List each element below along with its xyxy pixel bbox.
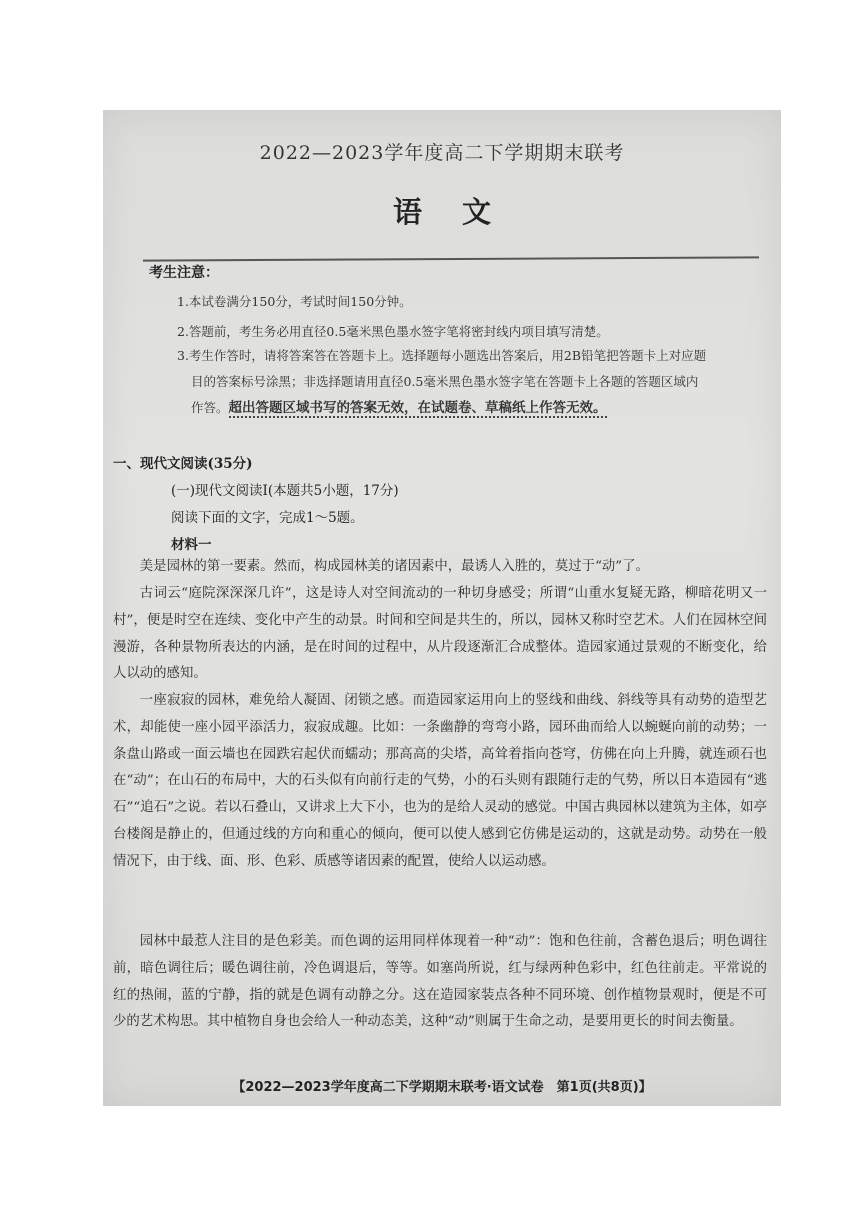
page-footer: 【2022—2023学年度高二下学期期末联考·语文试卷 第1页(共8页)】 <box>232 1080 652 1095</box>
exam-title: 2022—2023学年度高二下学期期末联考 <box>259 142 625 164</box>
paragraph-4: 园林中最惹人注目的是色彩美。而色调的运用同样体现着一种“动”：饱和色往前，含蓄色退后；明色调往前，暗色调往后；暖色调往前，冷色调退后，等等。如塞尚所说，红与绿两种色彩中，红色往前走。平常说的红的热闹，蓝的宁静，指的就是色调有动静之分。这在造园家装点各种不同环境、创作植物景观时，便是不可少的艺术构思。其中植物自身也会给人一种动态美，这种“动”则属于生命之动，是要用更长的时间去衡量。 <box>113 934 767 1030</box>
notice-title: 考生注意： <box>149 265 219 281</box>
exam-page-photo <box>103 110 781 1106</box>
paragraph-1: 美是园林的第一要素。然而，构成园林美的诸因素中，最诱人入胜的，莫过于“动”了。 <box>139 559 649 574</box>
reading-instruction: 阅读下面的文字，完成1～5题。 <box>171 510 364 526</box>
paragraph-3: 一座寂寂的园林，难免给人凝固、闭锁之感。而造园家运用向上的竖线和曲线、斜线等具有动势的造型艺术，却能使一座小园平添活力，寂寂成趣。比如：一条幽静的弯弯小路，园环曲而给人以蜿蜒向前的动势；一条盘山路或一面云墙也在园跌宕起伏而蠕动；那高高的尖塔，高耸着指向苍穹，仿佛在向上升腾，就连顽石也在“动”；在山石的布局中，大的石头似有向前行走的气势，小的石头则有跟随行走的气势，所以日本造园有“逃石”“追石”之说。若以石叠山，又讲求上大下小，也为的是给人灵动的感觉。中国古典园林以建筑为主体，如亭台楼阁是静止的，但通过线的方向和重心的倾向，便可以使人感到它仿佛是运动的，这就是动势。动势在一般情况下，由于线、面、形、色彩、质感等诸因素的配置，使给人以运动感。 <box>113 693 767 869</box>
header-divider <box>143 256 759 261</box>
notice-item-2: 2.答题前，考生务必用直径0.5毫米黑色墨水签字笔将密封线内项目填写清楚。 <box>177 324 609 339</box>
notice-item-3-prefix: 作答。 <box>191 400 229 415</box>
material-label: 材料一 <box>171 537 212 553</box>
notice-warning: 超出答题区域书写的答案无效，在试题卷、草稿纸上作答无效。 <box>228 400 607 416</box>
notice-item-3-line-1: 3.考生作答时，请将答案答在答题卡上。选择题每小题选出答案后，用2B铅笔把答题卡上对应题 <box>177 348 707 363</box>
notice-item-3-line-3 <box>177 395 761 421</box>
notice-item-1: 1.本试卷满分150分，考试时间150分钟。 <box>177 294 412 309</box>
section-heading: 一、现代文阅读(35分) <box>113 456 253 472</box>
subject-title: 语文 <box>392 195 531 229</box>
notice-item-3 <box>177 343 761 421</box>
notice-item-3-line-2: 目的答案标号涂黑；非选择题请用直径0.5毫米黑色墨水签字笔在答题卡上各题的答题区域内 <box>191 374 699 389</box>
paragraph-2: 古词云“庭院深深深几许”，这是诗人对空间流动的一种切身感受；所谓“山重水复疑无路，柳暗花明又一村”，便是时空在连续、变化中产生的动景。时间和空间是共生的，所以，园林又称时空艺术。人们在园林空间漫游，各种景物所表达的内涵，是在时间的过程中，从片段逐渐汇合成整体。造园家通过景观的不断变化，给人以动的感知。 <box>113 586 767 682</box>
section-subheading: (一)现代文阅读Ⅰ(本题共5小题，17分) <box>171 483 399 499</box>
